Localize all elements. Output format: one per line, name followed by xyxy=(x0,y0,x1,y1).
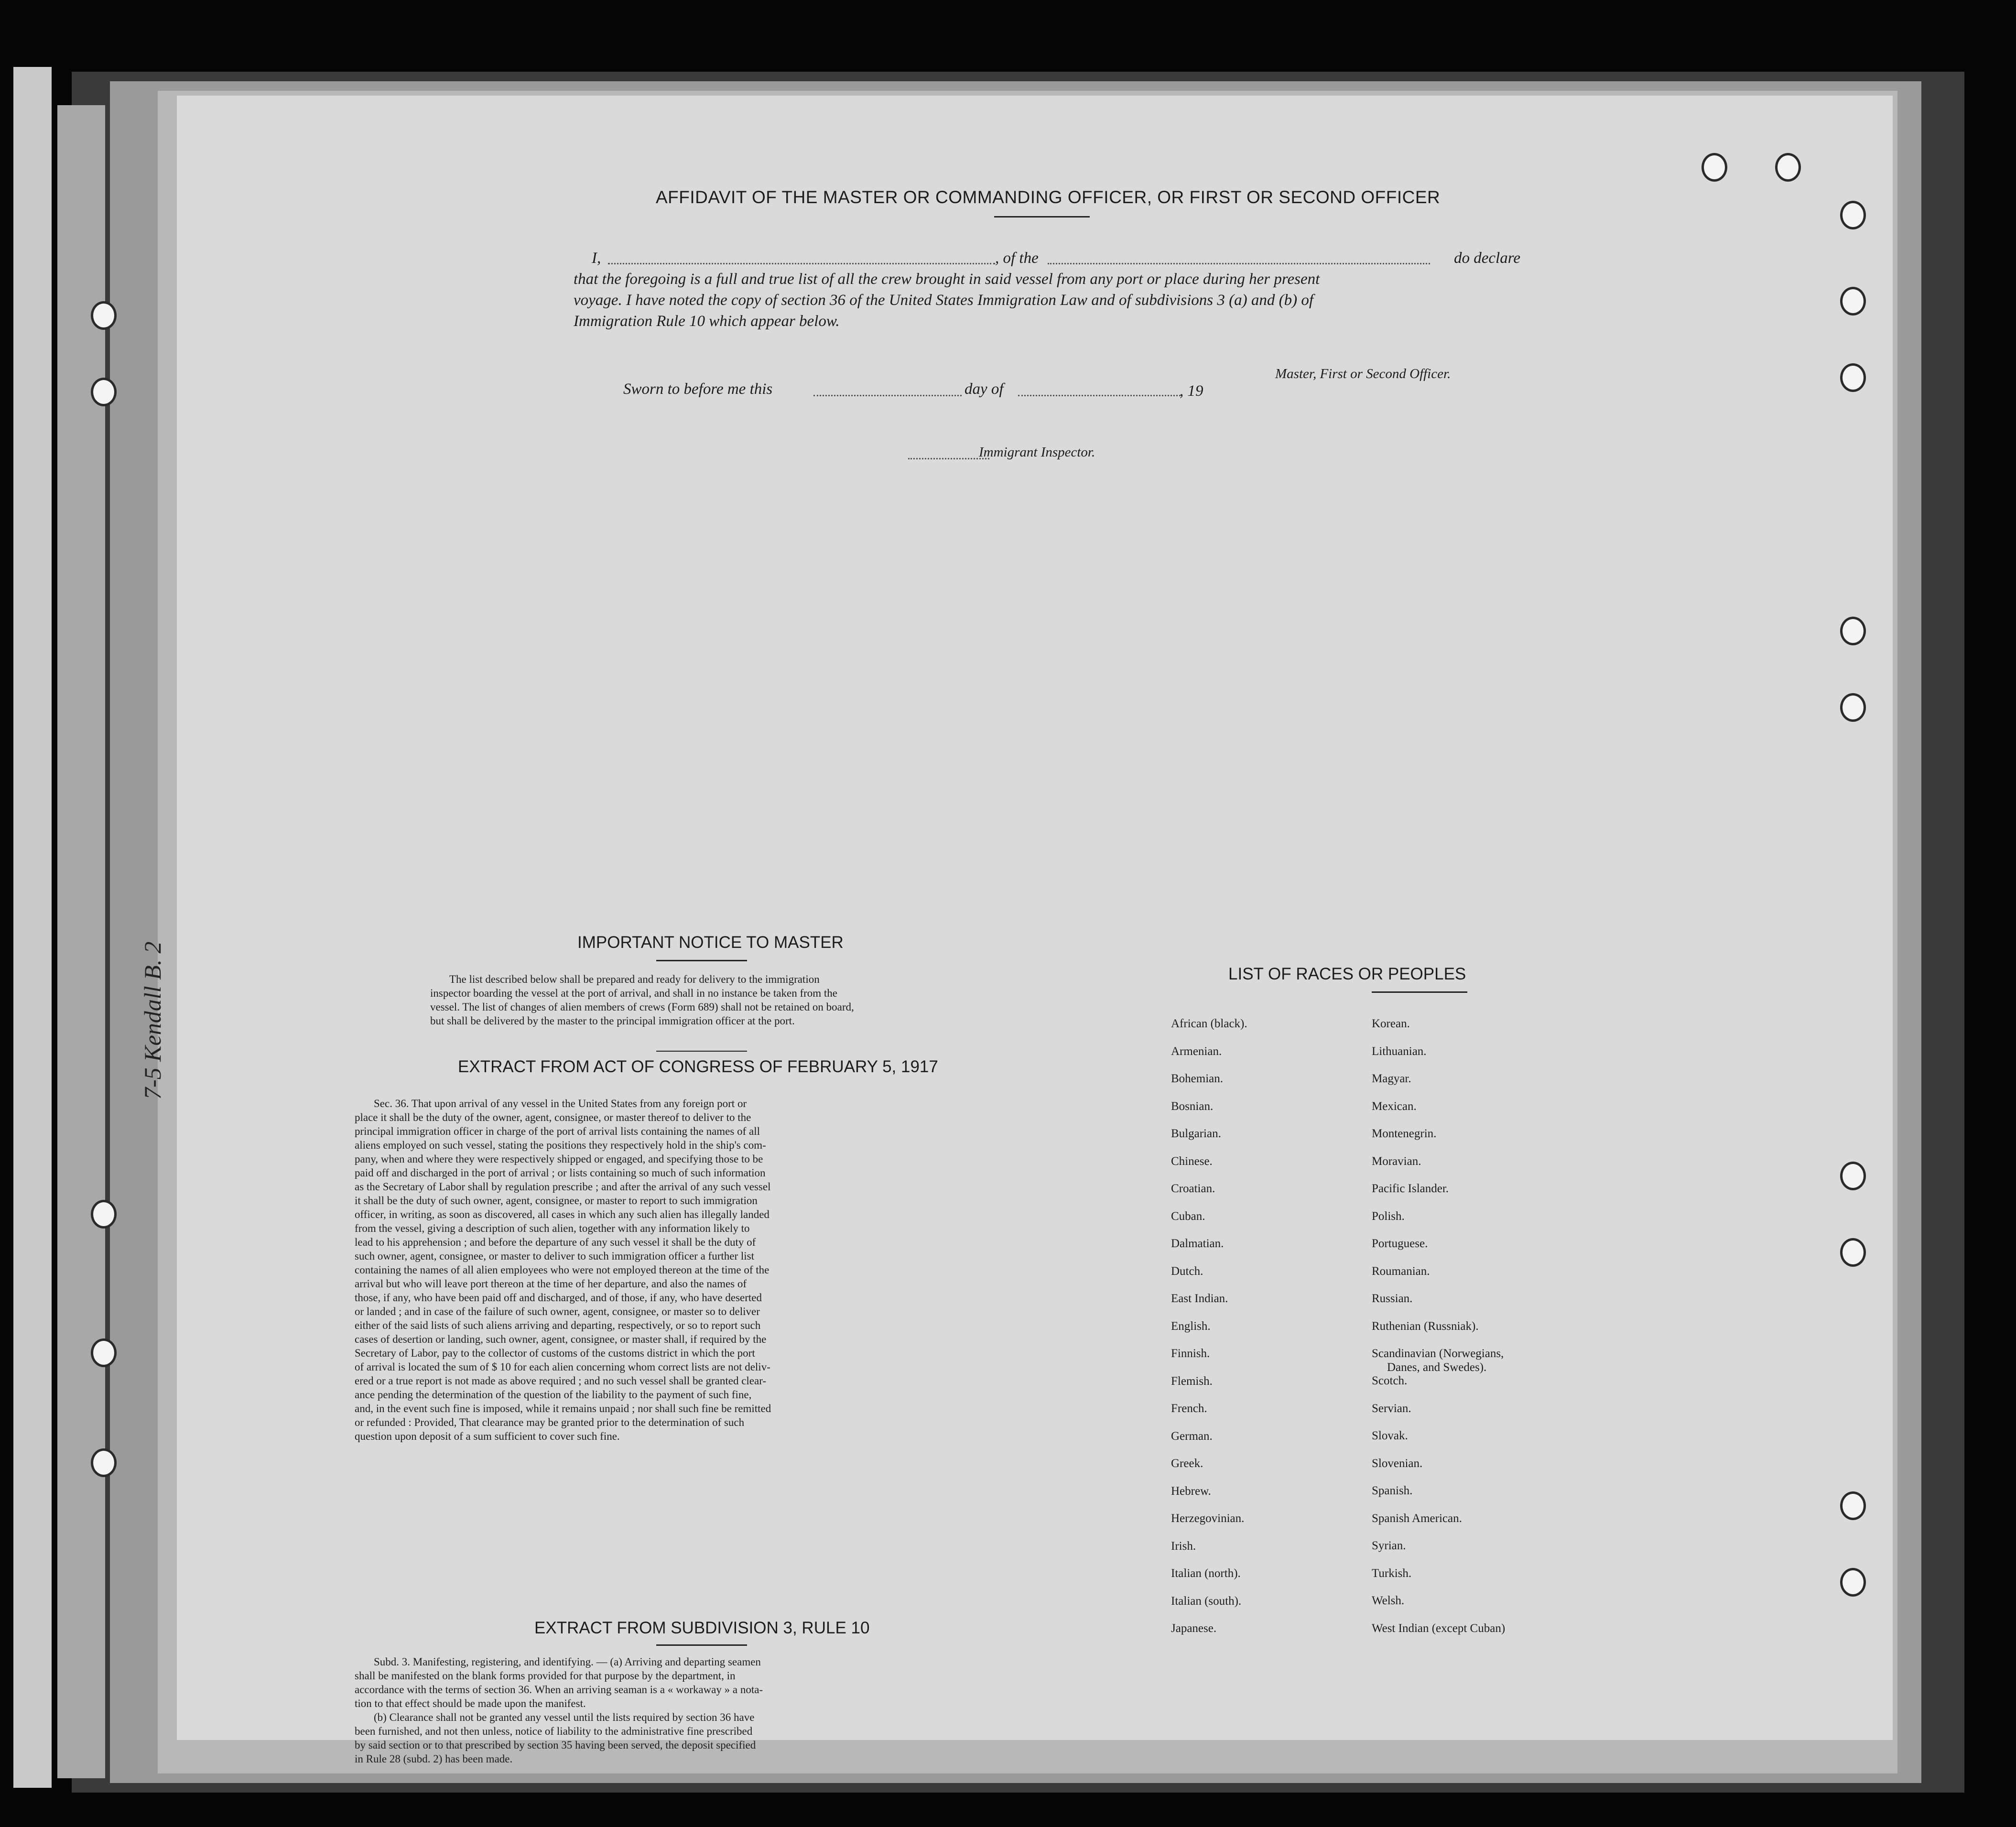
notice-underline xyxy=(656,960,747,961)
race-item: Cuban. xyxy=(1171,1209,1205,1223)
form-sheet xyxy=(177,96,1893,1765)
act-line: paid off and discharged in the port of arrival ; or lists containing so much of such information xyxy=(355,1167,766,1179)
act-line: it shall be the duty of such owner, agent, consignee, or master to report to such immigration xyxy=(355,1195,758,1207)
rule-line: shall be manifested on the blank forms provided for that purpose by the department, in xyxy=(355,1670,736,1682)
affidavit-i: I, xyxy=(592,250,601,267)
race-item: Armenian. xyxy=(1171,1044,1222,1058)
act-line: containing the names of all alien employees who were not employed thereon at the time of the xyxy=(355,1264,770,1276)
race-item: Croatian. xyxy=(1171,1182,1215,1195)
race-item: French. xyxy=(1171,1402,1207,1415)
left-ledger-strip xyxy=(57,105,105,1778)
act-line: as the Secretary of Labor shall by regulation prescribe ; and after the arrival of any such vessel xyxy=(355,1181,771,1193)
rule-line: (b) Clearance shall not be granted any vessel until the lists required by section 36 have xyxy=(374,1711,755,1723)
race-item: East Indian. xyxy=(1171,1292,1228,1305)
race-item: Syrian. xyxy=(1372,1539,1406,1552)
act-line: aliens employed on such vessel, stating the positions they respectively hold in the ship's com- xyxy=(355,1139,766,1151)
race-item: Chinese. xyxy=(1171,1154,1213,1168)
race-item: Lithuanian. xyxy=(1372,1044,1427,1058)
race-item: Danes, and Swedes). xyxy=(1387,1361,1487,1374)
sworn-label: Sworn to before me this xyxy=(623,381,773,398)
master-signature-label: Master, First or Second Officer. xyxy=(1275,366,1451,381)
act-line: or refunded : Provided, That clearance may be granted prior to the determination of such xyxy=(355,1416,745,1428)
race-item: Italian (north). xyxy=(1171,1567,1241,1580)
rule-title: EXTRACT FROM SUBDIVISION 3, RULE 10 xyxy=(534,1619,870,1637)
act-line: those, if any, who have been paid off and discharged, and of those, if any, who have deserted xyxy=(355,1292,762,1304)
rule-line: accordance with the terms of section 36. When an arriving seaman is a « workaway » a nota- xyxy=(355,1684,763,1696)
affidavit-line3: voyage. I have noted the copy of section 36 of the United States Immigration Law and of subdivisions 3 (a) and (b) of xyxy=(574,292,1314,309)
binder-hole-icon xyxy=(1775,153,1801,182)
act-line: of arrival is located the sum of $ 10 for each alien concerning whom correct lists are not deliv- xyxy=(355,1361,770,1373)
race-item: Flemish. xyxy=(1171,1374,1213,1388)
race-item: Scandinavian (Norwegians, xyxy=(1372,1347,1504,1360)
race-item: Greek. xyxy=(1171,1457,1203,1470)
day-of-label: day of xyxy=(965,381,1004,398)
affidavit-line2: that the foregoing is a full and true list of all the crew brought in said vessel from any port or place during her present xyxy=(574,271,1320,288)
notice-text xyxy=(430,972,1181,1028)
divider xyxy=(656,1051,747,1052)
race-item: African (black). xyxy=(1171,1017,1247,1030)
race-item: Hebrew. xyxy=(1171,1484,1211,1498)
act-line: either of the said lists of such aliens arriving and departing, respectively, or so to report such xyxy=(355,1319,761,1331)
act-line: principal immigration officer in charge of the port of arrival lists containing the names of all xyxy=(355,1125,760,1137)
binder-hole-icon xyxy=(1840,693,1866,722)
race-item: Spanish. xyxy=(1372,1484,1413,1497)
race-item: Pacific Islander. xyxy=(1372,1182,1449,1195)
race-item: Roumanian. xyxy=(1372,1264,1430,1278)
race-item: West Indian (except Cuban) xyxy=(1372,1621,1506,1635)
race-item: Dalmatian. xyxy=(1171,1237,1224,1250)
race-item: Moravian. xyxy=(1372,1154,1421,1168)
races-underline xyxy=(1372,991,1467,993)
act-line: question upon deposit of a sum sufficient to cover such fine. xyxy=(355,1430,620,1442)
rule-line: by said section or to that prescribed by section 35 having been served, the deposit specified xyxy=(355,1739,756,1751)
title-underline xyxy=(994,216,1090,218)
inspector-label: Immigrant Inspector. xyxy=(979,445,1095,460)
left-binding-strip xyxy=(13,67,52,1788)
race-item: German. xyxy=(1171,1429,1213,1443)
inspector-blank xyxy=(908,458,989,459)
binder-hole-icon xyxy=(1840,1162,1866,1190)
race-item: Irish. xyxy=(1171,1539,1196,1553)
act-line: and, in the event such fine is imposed, while it remains unpaid ; nor shall such fine be remitted xyxy=(355,1403,771,1414)
race-item: Spanish American. xyxy=(1372,1512,1462,1525)
binder-hole-icon xyxy=(1840,1568,1866,1597)
name-blank xyxy=(608,263,995,264)
race-item: Herzegovinian. xyxy=(1171,1512,1245,1525)
notice-line: vessel. The list of changes of alien members of crews (Form 689) shall not be retained on board, xyxy=(430,1001,854,1013)
rule-line: in Rule 28 (subd. 2) has been made. xyxy=(355,1753,513,1765)
act-title: EXTRACT FROM ACT OF CONGRESS OF FEBRUARY 5, 1917 xyxy=(458,1057,938,1076)
race-item: Bohemian. xyxy=(1171,1072,1224,1085)
binder-hole-icon xyxy=(1702,153,1727,182)
race-item: Ruthenian (Russniak). xyxy=(1372,1319,1479,1333)
race-item: Slovak. xyxy=(1372,1429,1408,1442)
notice-line: The list described below shall be prepared and ready for delivery to the immigration xyxy=(449,973,820,985)
binder-hole-icon xyxy=(1840,617,1866,645)
act-line: pany, when and where they were respectively shipped or engaged, and specifying those to be xyxy=(355,1153,763,1165)
rule-line: tion to that effect should be made upon the manifest. xyxy=(355,1697,586,1709)
vessel-blank xyxy=(1048,263,1430,264)
race-item: Turkish. xyxy=(1372,1566,1412,1580)
races-title: LIST OF RACES OR PEOPLES xyxy=(1228,965,1466,983)
race-item: English. xyxy=(1171,1319,1211,1333)
act-line: or landed ; and in case of the failure of such owner, agent, consignee, or master so to deliver xyxy=(355,1305,760,1317)
act-line: ance pending the determination of the question of the liability to the payment of such fine, xyxy=(355,1389,752,1401)
race-item: Servian. xyxy=(1372,1402,1411,1415)
race-item: Russian. xyxy=(1372,1292,1413,1305)
act-line: Sec. 36. That upon arrival of any vessel in the United States from any foreign port or xyxy=(374,1098,747,1109)
day-blank xyxy=(813,395,962,396)
race-item: Magyar. xyxy=(1372,1072,1411,1085)
rule-line: Subd. 3. Manifesting, registering, and identifying. — (a) Arriving and departing seamen xyxy=(374,1656,761,1668)
notice-line: but shall be delivered by the master to the principal immigration officer at the port. xyxy=(430,1015,795,1027)
affidavit-declare: do declare xyxy=(1454,250,1520,267)
affidavit-line4: Immigration Rule 10 which appear below. xyxy=(574,313,840,330)
race-item: Scotch. xyxy=(1372,1374,1408,1387)
race-item: Polish. xyxy=(1372,1209,1405,1223)
act-line: arrival but who will leave port thereon at the time of her departure, and also the names of xyxy=(355,1278,747,1290)
act-line: officer, in writing, as soon as discovered, all cases in which any such alien has illegally landed xyxy=(355,1208,770,1220)
race-item: Montenegrin. xyxy=(1372,1127,1437,1140)
month-blank xyxy=(1018,395,1181,396)
binder-hole-icon xyxy=(91,1338,117,1367)
act-line: cases of desertion or landing, such owner, agent, consignee, or master shall, if required by the xyxy=(355,1333,767,1345)
notice-title: IMPORTANT NOTICE TO MASTER xyxy=(577,933,844,952)
act-text xyxy=(355,1097,1180,1443)
affidavit-title: AFFIDAVIT OF THE MASTER OR COMMANDING OFFICER, OR FIRST OR SECOND OFFICER xyxy=(656,187,1441,207)
act-line: ered or a true report is not made as above required ; and no such vessel shall be granted clear- xyxy=(355,1375,767,1387)
margin-handwritten-note: 7-5 Kendall B. 2 xyxy=(139,941,166,1099)
binder-hole-icon xyxy=(91,1448,117,1477)
binder-hole-icon xyxy=(91,378,117,406)
binder-hole-icon xyxy=(1840,363,1866,392)
act-line: such owner, agent, consignee, or master to deliver to such immigration officer a further list xyxy=(355,1250,754,1262)
race-item: Italian (south). xyxy=(1171,1594,1242,1608)
affidavit-of-the: , of the xyxy=(995,250,1039,267)
rule-line: been furnished, and not then unless, notice of liability to the administrative fine prescribed xyxy=(355,1725,753,1737)
binder-hole-icon xyxy=(1840,1491,1866,1520)
race-item: Welsh. xyxy=(1372,1594,1405,1607)
race-item: Mexican. xyxy=(1372,1099,1417,1113)
binder-hole-icon xyxy=(1840,1238,1866,1267)
act-line: from the vessel, giving a description of such alien, together with any information likely to xyxy=(355,1222,750,1234)
race-item: Bosnian. xyxy=(1171,1099,1214,1113)
race-item: Korean. xyxy=(1372,1017,1410,1030)
race-item: Slovenian. xyxy=(1372,1457,1423,1470)
year-label: , 19 xyxy=(1180,382,1203,400)
rule-underline xyxy=(656,1644,747,1646)
binder-hole-icon xyxy=(91,301,117,330)
rule-text xyxy=(355,1655,1172,1766)
act-line: place it shall be the duty of the owner, agent, consignee, or master thereof to deliver to the xyxy=(355,1111,751,1123)
act-line: lead to his apprehension ; and before the departure of any such vessel it shall be the duty of xyxy=(355,1236,756,1248)
binder-hole-icon xyxy=(91,1200,117,1229)
binder-hole-icon xyxy=(1840,287,1866,315)
notice-line: inspector boarding the vessel at the port of arrival, and shall in no instance be taken from the xyxy=(430,987,838,999)
race-item: Dutch. xyxy=(1171,1264,1203,1278)
race-item: Bulgarian. xyxy=(1171,1127,1221,1140)
binder-hole-icon xyxy=(1840,201,1866,229)
act-line: Secretary of Labor, pay to the collector of customs of the customs district in which the port xyxy=(355,1347,755,1359)
race-item: Portuguese. xyxy=(1372,1237,1428,1250)
race-item: Finnish. xyxy=(1171,1347,1210,1360)
race-item: Japanese. xyxy=(1171,1622,1217,1635)
